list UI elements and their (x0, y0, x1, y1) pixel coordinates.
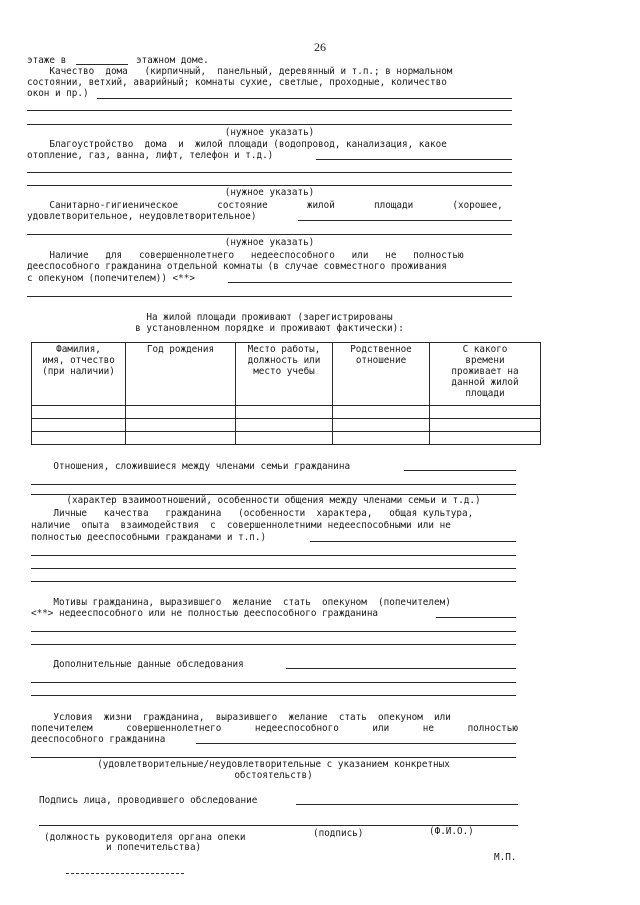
text-line: попечителем совершеннолетнего недееспособного или не полностью (31, 723, 518, 734)
text-line: Личные качества гражданина (особенности характера, общая культура, (31, 508, 474, 519)
text-line: с опекуном (попечителем)) <**> (27, 273, 195, 284)
text-line: Дополнительные данные обследования (31, 659, 244, 670)
table-header-cell: Родственное отношение (333, 343, 430, 406)
text-line: Мотивы гражданина, выразившего желание стать опекуном (попечителем) (31, 597, 451, 608)
table-caption: в установленном порядке и проживают фактически): (135, 323, 404, 334)
floor-blank-line (76, 64, 128, 65)
hint-text: обстоятельств) (234, 770, 313, 781)
text-line: Благоустройство дома и жилой площади (водопровод, канализация, какое (27, 139, 447, 150)
fill-line (31, 555, 516, 556)
table-cell[interactable] (32, 432, 126, 445)
table-cell[interactable] (430, 432, 541, 445)
table-cell[interactable] (236, 419, 333, 432)
fill-line (27, 172, 512, 173)
text-line: полностью дееспособными гражданами и т.п.) (31, 532, 267, 543)
hint-text: (нужное указать) (224, 127, 315, 138)
table-cell[interactable] (32, 406, 126, 419)
table-row (32, 419, 541, 432)
fill-line (196, 743, 516, 744)
position-hint: и попечительства) (106, 842, 202, 853)
table-caption: На жилой площади проживают (зарегистрированы (146, 312, 393, 323)
text-line: наличие опыта взаимодействия с совершеннолетними недееспособными или не (31, 520, 451, 531)
table-header-row (32, 343, 541, 406)
fill-line (27, 110, 512, 111)
table-header-cell: Место работы, должность или место учебы (236, 343, 333, 406)
text-line: удовлетворительное, неудовлетворительное) (27, 211, 257, 222)
fill-line (316, 159, 512, 160)
text-line: Отношения, сложившиеся между членами семьи гражданина (31, 461, 351, 472)
hint-text: (характер взаимоотношений, особенности общения между членами семьи и т.д.) (66, 495, 481, 506)
table-cell[interactable] (333, 419, 430, 432)
text-line: Санитарно-гигиеническое состояние жилой площади (хорошее, (27, 200, 503, 211)
hint-text: (нужное указать) (224, 187, 315, 198)
footnote-separator (66, 873, 184, 874)
table-header-cell: Год рождения (126, 343, 236, 406)
hint-text: (удовлетворительные/неудовлетворительные с указанием конкретных (97, 759, 450, 770)
signature-hint: (подпись) (313, 828, 364, 839)
fill-line (31, 484, 516, 485)
fill-line (310, 541, 516, 542)
floor-label: этаже в (27, 55, 67, 66)
fill-line (296, 804, 518, 805)
text-line: дееспособного гражданина отдельной комнаты (в случае совместного проживания (27, 261, 447, 272)
page-number: 26 (314, 40, 326, 54)
table-header-cell: Фамилия, имя, отчество (при наличии) (32, 343, 126, 406)
fill-line (27, 234, 512, 235)
text-line: состоянии, ветхий, аварийный; комнаты сухие, светлые, проходные, количество (27, 77, 447, 88)
table-cell[interactable] (126, 406, 236, 419)
fill-line (97, 98, 512, 99)
text-line: Условия жизни гражданина, выразившего желание стать опекуном или (31, 712, 451, 723)
fill-line (436, 617, 516, 618)
fill-line (27, 124, 512, 125)
fill-line (404, 470, 516, 471)
signature-label: Подпись лица, проводившего обследование (39, 795, 258, 806)
stamp-place: М.П. (494, 852, 517, 863)
fill-line (31, 644, 516, 645)
hint-text: (нужное указать) (224, 237, 315, 248)
fill-line (31, 631, 516, 632)
table-cell[interactable] (333, 406, 430, 419)
table-cell[interactable] (236, 432, 333, 445)
fill-line (31, 757, 516, 758)
table-cell[interactable] (430, 419, 541, 432)
fill-line (31, 581, 516, 582)
floor-label-end: этажном доме. (136, 55, 209, 66)
text-line: дееспособного гражданина (31, 734, 166, 745)
fill-line (298, 220, 512, 221)
fill-line (228, 282, 512, 283)
text-line: Наличие для совершеннолетнего недееспособного или не полностью (27, 250, 464, 261)
text-line: <**> недееспособного или не полностью дееспособного гражданина (31, 608, 379, 619)
fill-line (31, 695, 516, 696)
table-row (32, 406, 541, 419)
table-header-cell: С какого времени проживает на данной жилой площади (430, 343, 541, 406)
position-hint: (должность руководителя органа опеки (44, 832, 246, 843)
name-hint: (Ф.И.О.) (429, 826, 474, 837)
fill-line (31, 682, 516, 683)
fill-line (27, 296, 512, 297)
table-row (32, 432, 541, 445)
text-line: окон и пр.) (27, 88, 89, 99)
fill-line (286, 668, 516, 669)
table-cell[interactable] (236, 406, 333, 419)
table-cell[interactable] (333, 432, 430, 445)
table-cell[interactable] (126, 419, 236, 432)
residents-table (31, 342, 541, 445)
fill-line (27, 185, 512, 186)
table-cell[interactable] (32, 419, 126, 432)
table-cell[interactable] (126, 432, 236, 445)
text-line: отопление, газ, ванна, лифт, телефон и т.д.) (27, 150, 274, 161)
fill-line (31, 568, 516, 569)
text-line: Качество дома (кирпичный, панельный, деревянный и т.п.; в нормальном (27, 66, 453, 77)
table-cell[interactable] (430, 406, 541, 419)
